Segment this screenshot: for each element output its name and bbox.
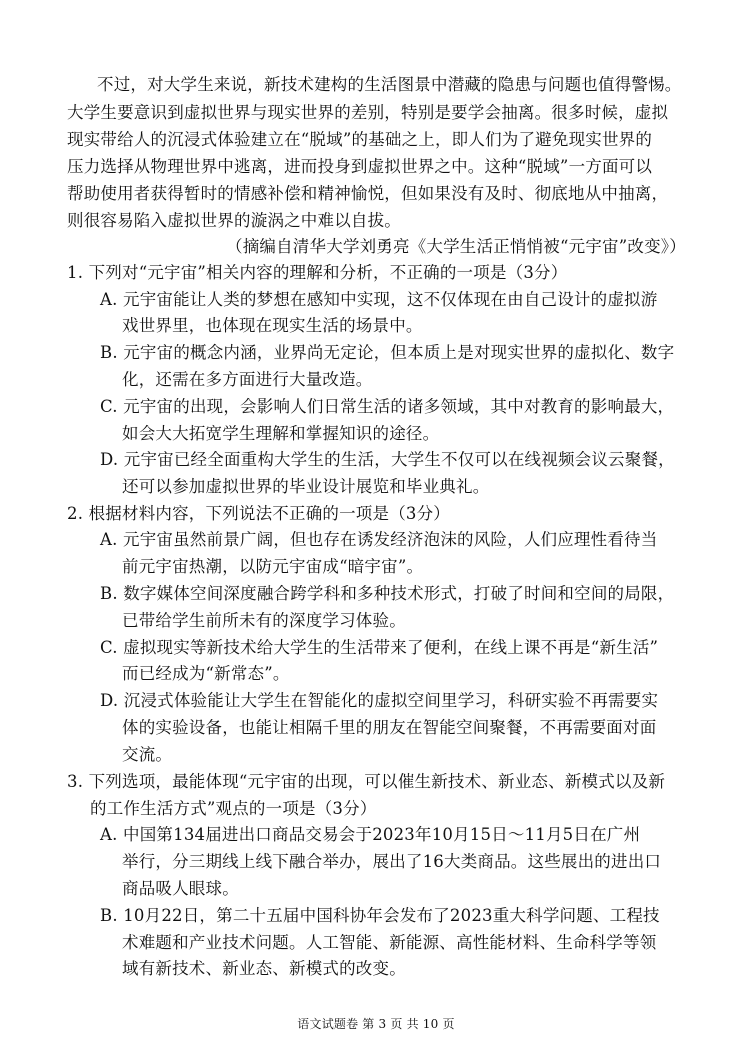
option-label: A.	[100, 825, 118, 844]
option-line	[100, 527, 657, 553]
option-line	[100, 394, 674, 420]
option-text: 沉浸式体验能让大学生在智能化的虚拟空间里学习，科研实验不再需要实	[123, 691, 659, 710]
option-line: 已带给学生前所未有的深度学习体验。	[122, 611, 406, 630]
option-line: 域有新技术、新业态、新模式的改变。	[122, 959, 406, 978]
option-line: 还可以参加虚拟世界的毕业设计展览和毕业典礼。	[122, 477, 490, 496]
option-text: 元宇宙的概念内涵，业界尚无定论，但本质上是对现实世界的虚拟化、数字	[123, 343, 675, 362]
passage-line: 则很容易陷入虚拟世界的漩涡之中难以自拔。	[67, 211, 401, 230]
option-line	[100, 635, 658, 661]
option-line: 交流。	[122, 745, 173, 764]
option-label: D.	[100, 450, 119, 469]
question-stem: 2. 根据材料内容，下列说法不正确的一项是（3分）	[67, 504, 450, 523]
option-label: B.	[100, 906, 118, 925]
option-line: 术难题和产业技术问题。人工智能、新能源、高性能材料、生命科学等领	[122, 933, 657, 952]
option-line	[100, 287, 657, 313]
option-text: 元宇宙的出现，会影响人们日常生活的诸多领域，其中对教育的影响最大，	[123, 397, 675, 416]
option-line	[100, 340, 674, 366]
passage-line: 压力选择从物理世界中逃离，进而投身到虚拟世界之中。这种“脱域”一方面可以	[67, 157, 653, 176]
option-line: 举行，分三期线上线下融合举办，展出了16大类商品。这些展出的进出口	[122, 852, 662, 871]
option-label: B.	[100, 343, 118, 362]
option-line	[100, 903, 660, 929]
page-footer: 语文试题卷 第 3 页 共 10 页	[297, 1017, 455, 1031]
option-text: 元宇宙虽然前景广阔，但也存在诱发经济泡沫的风险，人们应理性看待当	[123, 530, 658, 549]
option-text: 元宇宙已经全面重构大学生的生活，大学生不仅可以在线视频会议云聚餐，	[123, 450, 675, 469]
question-stem: 3. 下列选项，最能体现“元宇宙的出现，可以催生新技术、新业态、新模式以及新	[67, 772, 666, 791]
option-label: A.	[100, 290, 118, 309]
option-label: C.	[100, 397, 118, 416]
option-line	[100, 447, 675, 473]
option-line	[100, 581, 674, 607]
option-text: 元宇宙能让人类的梦想在感知中实现，这不仅体现在由自己设计的虚拟游	[123, 290, 658, 309]
option-label: B.	[100, 584, 118, 603]
question-stem-cont: 的工作生活方式”观点的一项是（3分）	[90, 799, 377, 818]
option-line: 商品吸人眼球。	[122, 879, 239, 898]
question-stem: 1. 下列对“元宇宙”相关内容的理解和分析，不正确的一项是（3分）	[67, 263, 568, 282]
option-line: 前元宇宙热潮，以防元宇宙成“暗宇宙”。	[122, 557, 424, 576]
option-line: 戏世界里，也体现在现实生活的场景中。	[122, 316, 423, 335]
passage-line: 大学生要意识到虚拟世界与现实世界的差别，特别是要学会抽离。很多时候，虚拟	[67, 103, 669, 122]
passage-line: 帮助使用者获得暂时的情感补偿和精神愉悦，但如果没有及时、彻底地从中抽离，	[67, 184, 669, 203]
option-text: 中国第134届进出口商品交易会于2023年10月15日～11月5日在广州	[123, 825, 641, 844]
option-line	[100, 822, 640, 848]
option-label: A.	[100, 530, 118, 549]
option-line: 化，还需在多方面进行大量改造。	[122, 370, 373, 389]
option-line: 而已经成为“新常态”。	[122, 664, 290, 683]
option-line	[100, 688, 658, 714]
passage-line: 现实带给人的沉浸式体验建立在“脱域”的基础之上，即人们为了避免现实世界的	[67, 130, 653, 149]
option-label: D.	[100, 691, 119, 710]
passage-line: 不过，对大学生来说，新技术建构的生活图景中潜藏的隐患与问题也值得警惕。	[97, 75, 682, 94]
option-line: 体的实验设备，也能让相隔千里的朋友在智能空间聚餐，不再需要面对面	[122, 718, 657, 737]
option-line: 如会大大拓宽学生理解和掌握知识的途径。	[122, 424, 440, 443]
passage-source: （摘编自清华大学刘勇亮《大学生活正悄悄被“元宇宙”改变》）	[226, 237, 686, 256]
option-text: 10月22日，第二十五届中国科协年会发布了2023重大科学问题、工程技	[123, 906, 660, 925]
option-text: 数字媒体空间深度融合跨学科和多种技术形式，打破了时间和空间的局限，	[123, 584, 675, 603]
option-label: C.	[100, 638, 118, 657]
option-text: 虚拟现实等新技术给大学生的生活带来了便利，在线上课不再是“新生活”	[123, 638, 659, 657]
